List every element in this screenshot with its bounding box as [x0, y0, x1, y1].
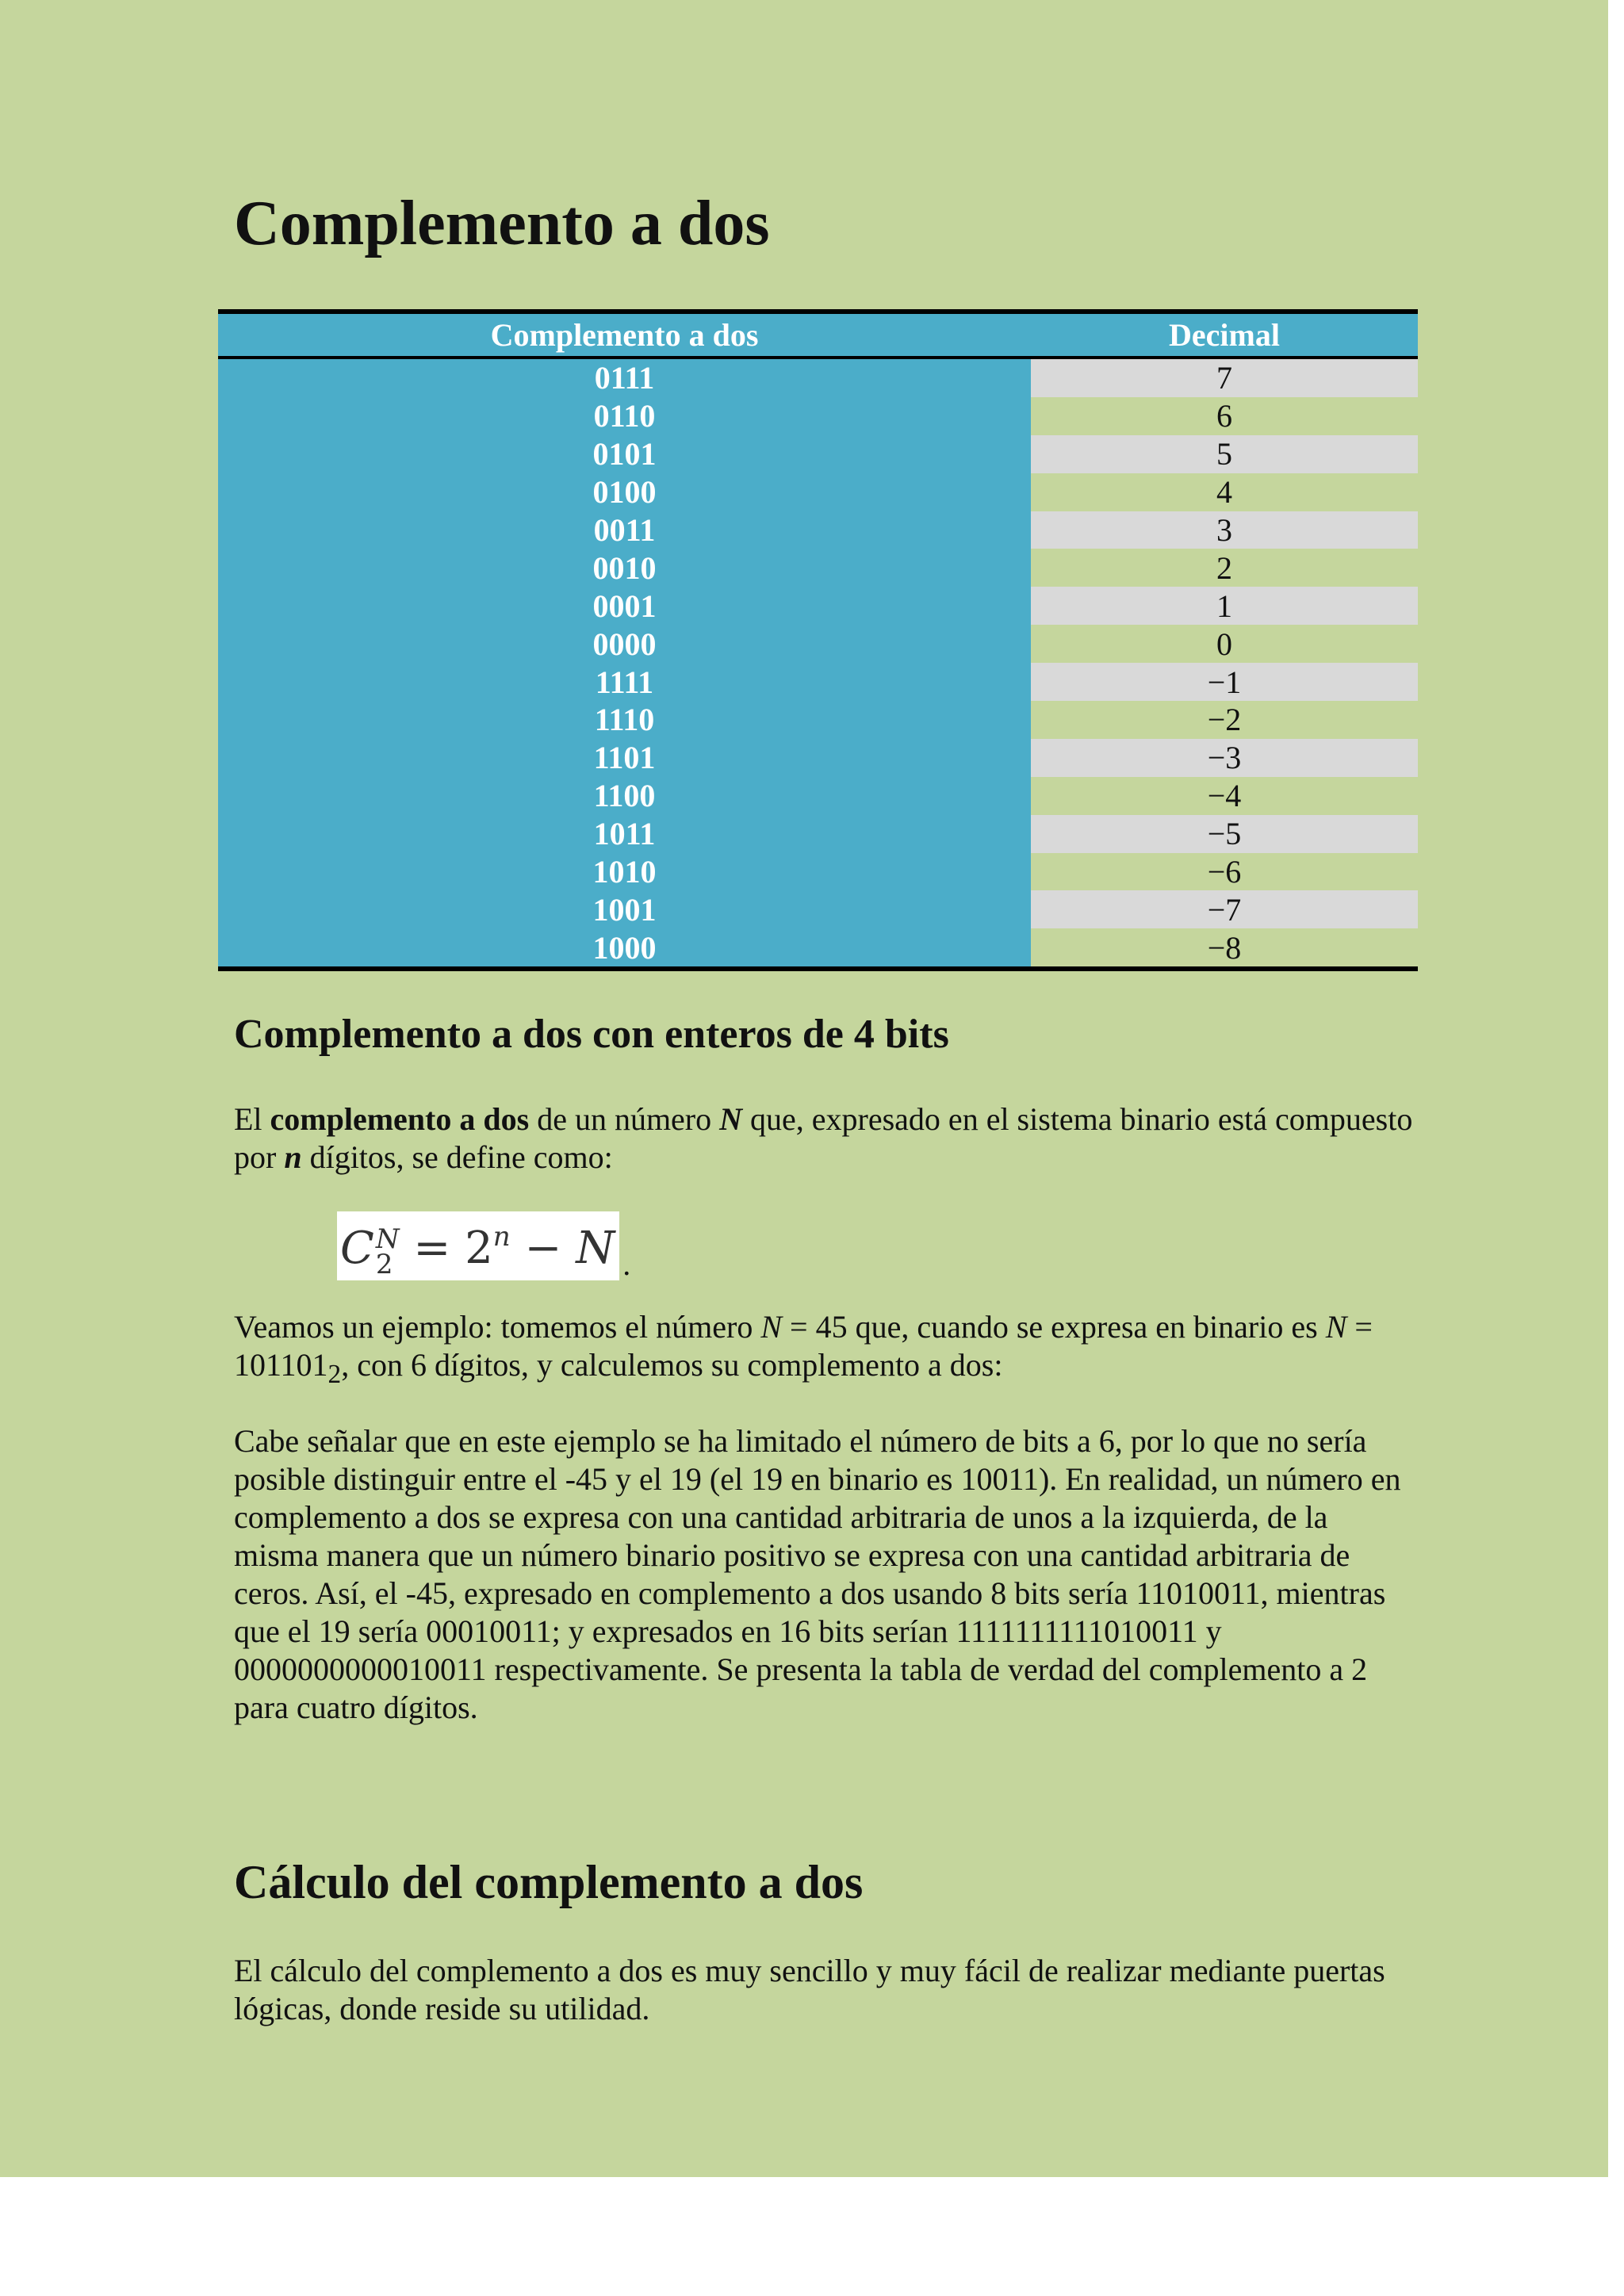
cell-binary: 1110	[218, 701, 1031, 739]
formula-image	[337, 1211, 619, 1280]
table-row	[218, 853, 1418, 891]
cell-decimal: −8	[1031, 928, 1418, 969]
variable-N: N	[719, 1101, 743, 1137]
text-span: que, expresado en el sistema binario está compuesto por	[234, 1101, 1413, 1175]
cell-binary: 1000	[218, 928, 1031, 969]
table-row	[218, 511, 1418, 549]
cell-binary: 1011	[218, 815, 1031, 853]
table-row	[218, 587, 1418, 625]
text-span: , con 6 dígitos, y calculemos su complemento a dos:	[341, 1347, 1003, 1383]
cell-decimal: −6	[1031, 853, 1418, 891]
cell-decimal: −2	[1031, 701, 1418, 739]
cell-decimal: −7	[1031, 890, 1418, 928]
table-row	[218, 625, 1418, 663]
cell-decimal: 5	[1031, 435, 1418, 473]
cell-binary: 1001	[218, 890, 1031, 928]
formula-exp: n	[492, 1221, 511, 1253]
formula-n: N	[576, 1223, 615, 1274]
cell-binary: 0011	[218, 511, 1031, 549]
cell-binary: 1010	[218, 853, 1031, 891]
table-row	[218, 663, 1418, 701]
header-decimal: Decimal	[1031, 312, 1418, 358]
table-row	[218, 777, 1418, 815]
formula-minus: −	[510, 1223, 576, 1274]
cell-binary: 0001	[218, 587, 1031, 625]
page-title: Complemento a dos	[234, 189, 770, 258]
cell-binary: 0111	[218, 358, 1031, 397]
cell-decimal: 4	[1031, 473, 1418, 511]
table-header-row	[218, 312, 1418, 358]
cell-decimal: −5	[1031, 815, 1418, 853]
header-complemento: Complemento a dos	[218, 312, 1031, 358]
table-row	[218, 473, 1418, 511]
variable-N: N	[1325, 1309, 1347, 1345]
cell-binary: 1101	[218, 739, 1031, 777]
cell-decimal: 1	[1031, 587, 1418, 625]
table-row	[218, 928, 1418, 969]
text-span: Veamos un ejemplo: tomemos el número	[234, 1309, 761, 1345]
formula-sub: 2	[375, 1248, 393, 1280]
cell-binary: 0101	[218, 435, 1031, 473]
formula-dot: .	[622, 1246, 631, 1282]
table-row	[218, 397, 1418, 435]
twos-complement-table	[218, 309, 1418, 971]
cell-decimal: −1	[1031, 663, 1418, 701]
table-row	[218, 739, 1418, 777]
cell-decimal: 6	[1031, 397, 1418, 435]
cell-decimal: 2	[1031, 549, 1418, 587]
formula	[337, 1211, 630, 1280]
example-paragraph	[234, 1308, 1419, 1394]
table-row	[218, 435, 1418, 473]
formula-eq: = 2	[399, 1223, 493, 1274]
formula-sup: N	[375, 1223, 400, 1255]
table-row	[218, 701, 1418, 739]
subscript-base: 2	[327, 1360, 342, 1389]
explanation-paragraph: Cabe señalar que en este ejemplo se ha limitado el número de bits a 6, por lo que no sería posible distinguir entre el -45 y el 19 (el 19 en binario es 10011). En realidad, un número en complemento a dos se expresa con una cantidad arbitraria de unos a la izquierda, de la misma manera que un número binario positivo se expresa con una cantidad arbitraria de ceros. Así, el -45, expresado en complemento a dos usando 8 bits sería 11010011, mientras que el 19 sería 00010011; y expresados en 16 bits serían 1111111111010011 y 0000000000010011 respectivamente. Se presenta la tabla de verdad del complemento a 2 para cuatro dígitos.	[234, 1423, 1401, 1725]
variable-N: N	[760, 1309, 783, 1345]
cell-binary: 1111	[218, 663, 1031, 701]
section-heading-4bits: Complemento a dos con enteros de 4 bits	[234, 1012, 949, 1057]
cell-decimal: 7	[1031, 358, 1418, 397]
table-row	[218, 358, 1418, 397]
table-row	[218, 890, 1418, 928]
formula-c: C	[340, 1223, 374, 1274]
formula-indices	[375, 1223, 400, 1280]
variable-n: n	[284, 1139, 302, 1175]
table-row	[218, 549, 1418, 587]
text-span: dígitos, se define como:	[301, 1139, 613, 1175]
cell-binary: 0010	[218, 549, 1031, 587]
cell-binary: 0000	[218, 625, 1031, 663]
text-span: = 45 que, cuando se expresa en binario es	[782, 1309, 1326, 1345]
section-heading-calculo: Cálculo del complemento a dos	[234, 1856, 864, 1908]
cell-decimal: 0	[1031, 625, 1418, 663]
calculation-paragraph: El cálculo del complemento a dos es muy sencillo y muy fácil de realizar mediante puertas lógicas, donde reside su utilidad.	[234, 1953, 1385, 2026]
cell-decimal: 3	[1031, 511, 1418, 549]
cell-decimal: −3	[1031, 739, 1418, 777]
cell-binary: 0100	[218, 473, 1031, 511]
bold-term: complemento a dos	[270, 1101, 530, 1137]
text-span: El	[234, 1101, 270, 1137]
table-row	[218, 815, 1418, 853]
definition-paragraph	[234, 1100, 1419, 1177]
text-span: de un número	[529, 1101, 720, 1137]
text-span: = 101101	[234, 1309, 1373, 1383]
table-body	[218, 358, 1418, 969]
cell-binary: 0110	[218, 397, 1031, 435]
cell-decimal: −4	[1031, 777, 1418, 815]
cell-binary: 1100	[218, 777, 1031, 815]
